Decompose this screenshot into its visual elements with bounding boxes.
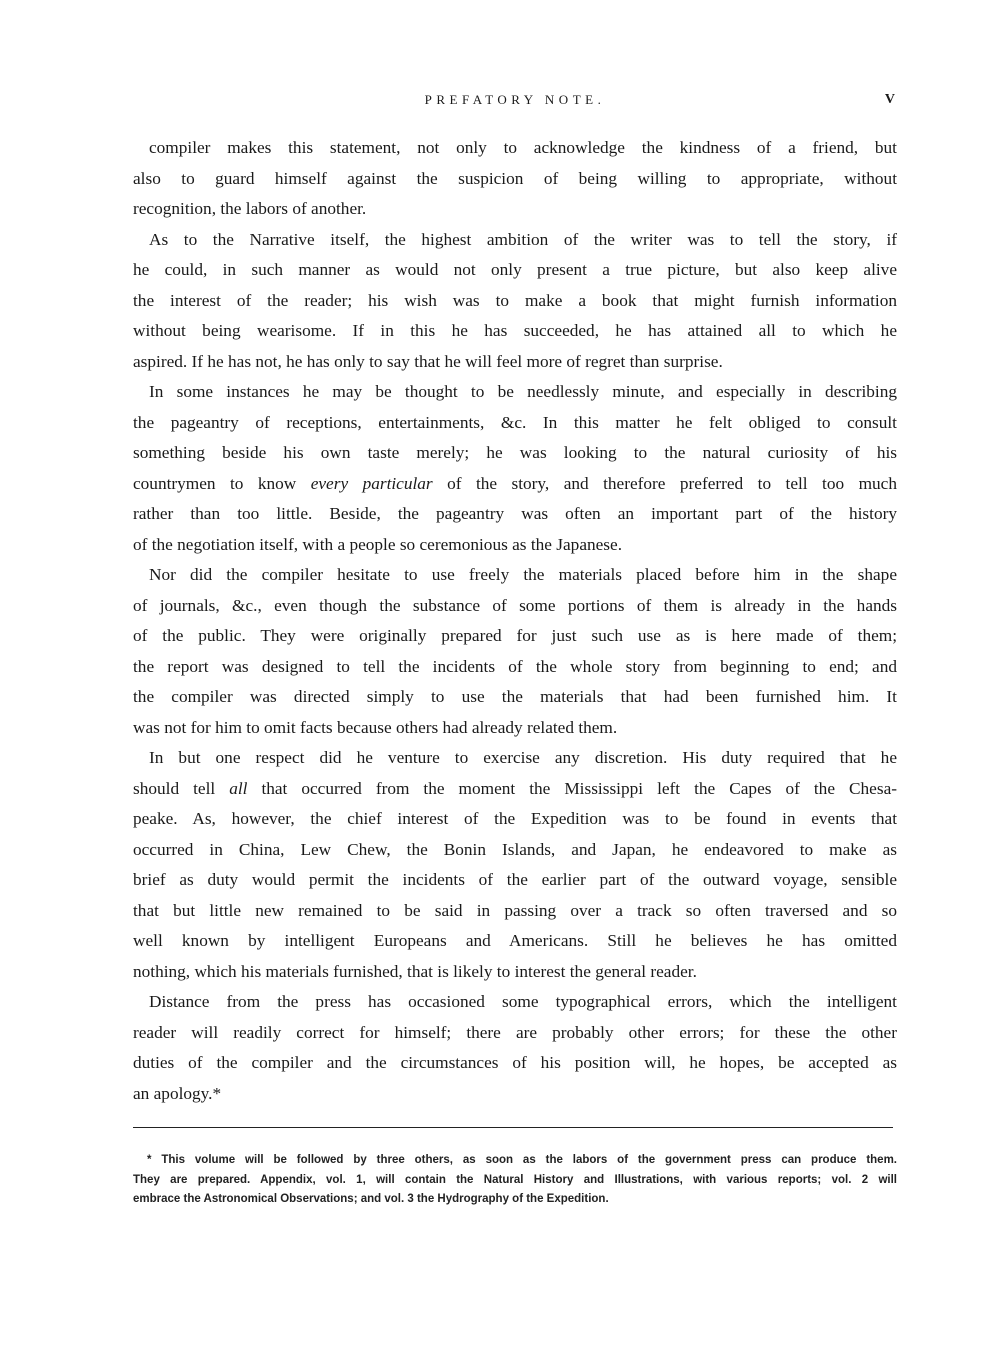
text-segment: of the story, and therefore preferred to tell too much [432, 473, 897, 493]
text-line [133, 469, 897, 500]
text-segment: something beside his own taste merely; he was looking to the natural curiosity of his [133, 443, 897, 462]
footnote [133, 1151, 897, 1210]
text-segment: reader will readily correct for himself; there are probably other errors; for these the other [133, 1022, 897, 1042]
text-segment: occurred in China, Lew Chew, the Bonin Islands, and Japan, he endeavored to make as [133, 839, 897, 859]
text-segment: Distance from the press has occasioned some typographical errors, which the intelligent [149, 992, 897, 1011]
text-segment: was not for him to omit facts because others had already related them. [133, 717, 618, 737]
text-segment: that occurred from the moment the Mississippi left the Capes of the Chesa- [247, 778, 897, 798]
text-line [133, 408, 897, 439]
text-segment: nothing, which his materials furnished, that is likely to interest the general reader. [133, 961, 697, 981]
text-segment: Nor did the compiler hesitate to use freely the materials placed before him in the shape [149, 565, 897, 584]
text-line [133, 774, 897, 805]
text-line [133, 194, 897, 225]
footnote-line: They are prepared. Appendix, vol. 1, will contain the Natural History and Illustrations, with various reports; vol. 2 will [133, 1173, 897, 1186]
text-segment: compiler makes this statement, not only to acknowledge the kindness of a friend, but [149, 138, 897, 157]
text-line [133, 133, 897, 164]
text-segment: In but one respect did he venture to exercise any discretion. His duty required that he [149, 748, 897, 767]
text-segment: should tell [133, 778, 230, 798]
text-line [133, 896, 897, 927]
text-line [133, 835, 897, 866]
text-line [133, 682, 897, 713]
text-segment: countrymen to know [133, 473, 311, 493]
text-segment: aspired. If he has not, he has only to say that he will feel more of regret than surprise. [133, 351, 723, 371]
text-segment: As to the Narrative itself, the highest ambition of the writer was to tell the story, if [149, 229, 897, 249]
footnote-rule [133, 1127, 893, 1128]
text-segment: of journals, &c., even though the substance of some portions of them is already in the hands [133, 595, 897, 615]
paragraph [133, 377, 897, 560]
text-line [133, 987, 897, 1018]
text-segment: In some instances he may be thought to be needlessly minute, and especially in describing [149, 382, 897, 401]
text-line [133, 225, 897, 256]
text-segment: of the public. They were originally prepared for just such use as is here made of them; [133, 626, 897, 645]
text-line [133, 1018, 897, 1049]
text-line [133, 621, 897, 652]
text-line [133, 743, 897, 774]
text-line [133, 713, 897, 744]
italic-text: all [229, 778, 248, 798]
text-line [133, 804, 897, 835]
text-line [133, 499, 897, 530]
text-line [133, 1048, 897, 1079]
text-line [133, 377, 897, 408]
text-segment: the report was designed to tell the incidents of the whole story from beginning to end; and [133, 656, 897, 676]
text-line [133, 865, 897, 896]
text-segment: well known by intelligent Europeans and Americans. Still he believes he has omitted [133, 931, 897, 950]
text-line [133, 926, 897, 957]
text-segment: recognition, the labors of another. [133, 199, 367, 218]
text-segment: the pageantry of receptions, entertainments, &c. In this matter he felt obliged to consult [133, 412, 897, 432]
running-header [133, 92, 897, 114]
text-segment: that but little new remained to be said in passing over a track so often traversed and so [133, 900, 897, 920]
text-segment: an apology.* [133, 1083, 222, 1103]
paragraph [133, 743, 897, 987]
text-segment: brief as duty would permit the incidents of the earlier part of the outward voyage, sensible [133, 870, 897, 889]
text-line [133, 591, 897, 622]
text-segment: rather than too little. Beside, the pageantry was often an important part of the history [133, 504, 897, 523]
text-line [133, 255, 897, 286]
text-line [133, 652, 897, 683]
text-line [133, 164, 897, 195]
text-segment: the compiler was directed simply to use the materials that had been furnished him. It [133, 687, 897, 706]
text-segment: peake. As, however, the chief interest of the Expedition was to be found in events that [133, 809, 897, 828]
paragraph [133, 560, 897, 743]
text-segment: the interest of the reader; his wish was to make a book that might furnish information [133, 290, 897, 310]
text-line [133, 957, 897, 988]
text-line [133, 560, 897, 591]
text-line [133, 438, 897, 469]
footnote-line: * This volume will be followed by three others, as soon as the labors of the government press can produce them. [147, 1154, 897, 1166]
text-line [133, 347, 897, 378]
text-segment: he could, in such manner as would not only present a true picture, but also keep alive [133, 260, 897, 279]
paragraph [133, 133, 897, 225]
text-segment: of the negotiation itself, with a people so ceremonious as the Japanese. [133, 534, 623, 554]
text-line [133, 316, 897, 347]
text-line [133, 530, 897, 561]
paragraph [133, 987, 897, 1109]
body-text [133, 133, 897, 1109]
text-segment: also to guard himself against the suspicion of being willing to appropriate, without [133, 168, 897, 188]
footnote-line: embrace the Astronomical Observations; and vol. 3 the Hydrography of the Expedition. [133, 1193, 609, 1205]
text-line [133, 1079, 897, 1110]
text-line [133, 286, 897, 317]
page-number: V [884, 92, 895, 107]
italic-text: every particular [310, 473, 433, 493]
running-title: PREFATORY NOTE. [424, 92, 606, 107]
text-segment: duties of the compiler and the circumstances of his position will, he hopes, be accepted as [133, 1053, 897, 1072]
text-segment: without being wearisome. If in this he has succeeded, he has attained all to which he [133, 321, 897, 340]
paragraph [133, 225, 897, 378]
